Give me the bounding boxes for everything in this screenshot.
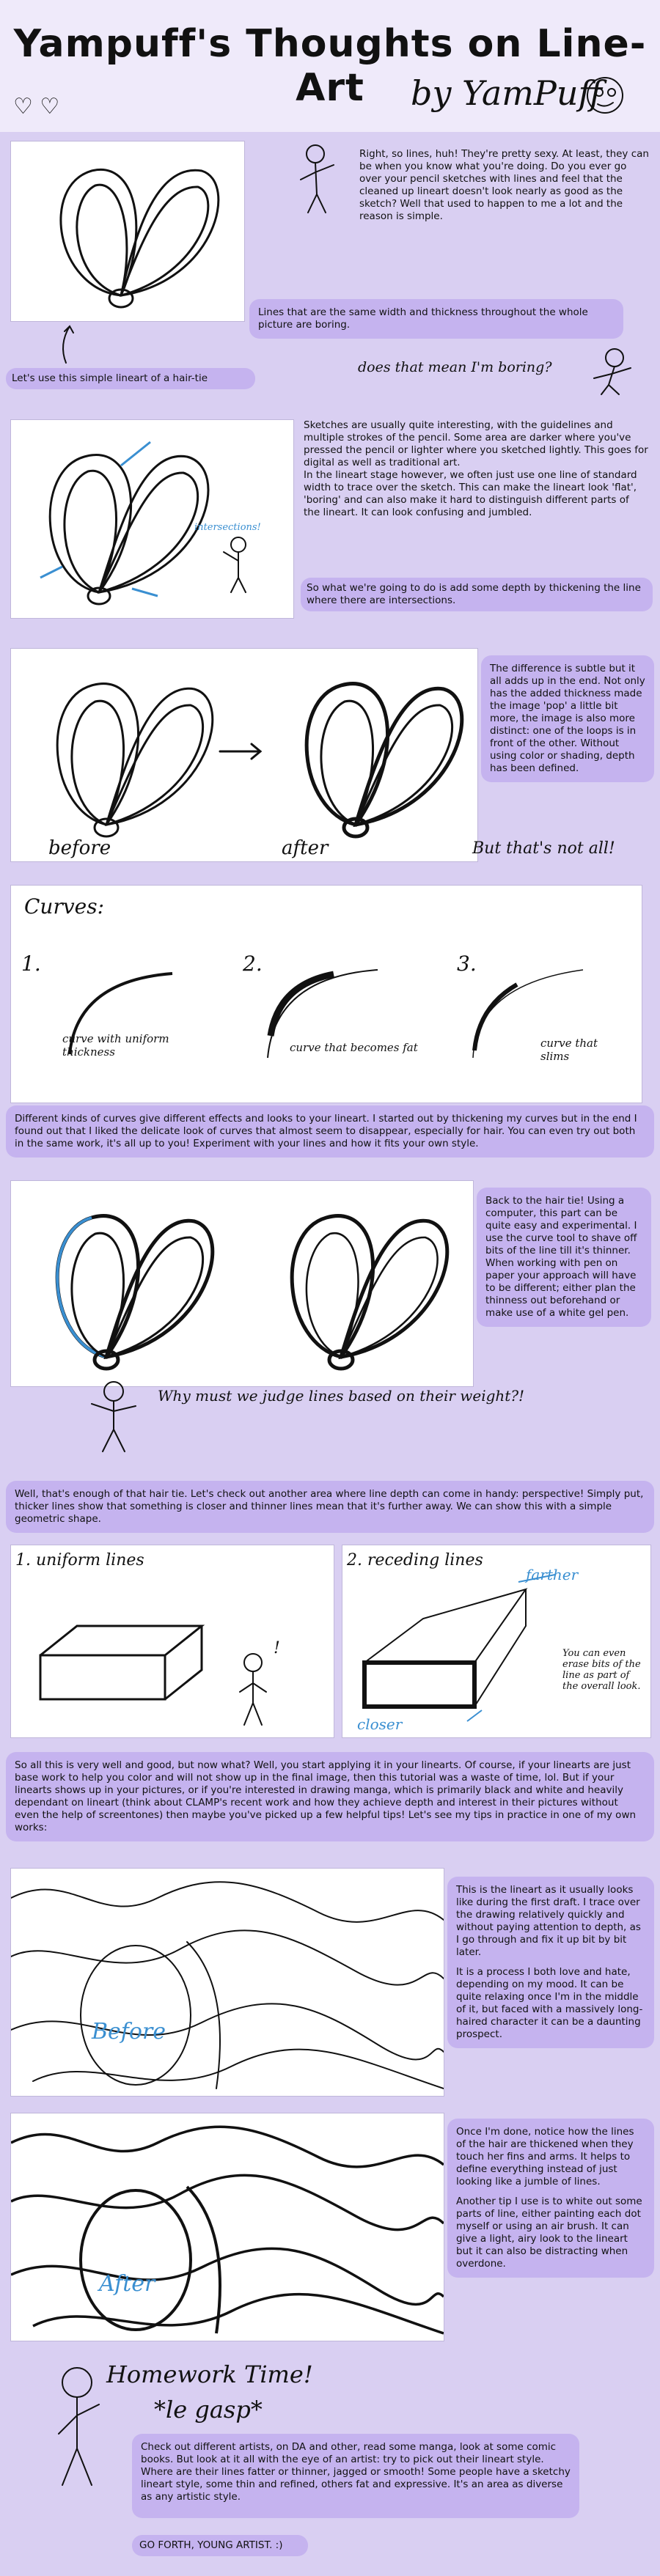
- curve-num-2: 2.: [243, 952, 263, 976]
- curves-heading: Curves:: [24, 894, 105, 919]
- curves-panel: [10, 885, 642, 1103]
- exclaim-mark: !: [274, 1639, 280, 1657]
- after-hairtie: [260, 649, 480, 861]
- after-label: after: [282, 837, 329, 859]
- closer-label: closer: [357, 1715, 403, 1733]
- white-out-text: Another tip I use is to white out some parts of line, either painting each dot myself or using an air brush. It can give a light, airy look to the lineart but it can also be distracting when overdone.: [456, 2196, 642, 2270]
- before-after-panel: [10, 648, 478, 862]
- curve-num-3: 3.: [457, 952, 477, 976]
- stick-figure-2: [557, 345, 638, 396]
- intersections-label: intersections!: [194, 522, 261, 533]
- after-artwork: [11, 2113, 444, 2341]
- author-face-icon: [579, 73, 631, 117]
- intro-text: Right, so lines, huh! They're pretty sexy. At least, they can be when you know what you're doing. Do you ever go over your pencil sketches with lines and feel that the cleaned up lineart doesn't look nearly as good as the sketch? Well that used to happen to me a lot and the reason is simple.: [359, 148, 649, 222]
- difference-note: The difference is subtle but it all adds up in the end. Not only has the added thickness made the image 'pop' a little bit more, the image is also more distinct: one of the loops is in front of the other. Without using color or shading, depth has been defined.: [481, 655, 654, 782]
- before-art-label: Before: [92, 2019, 166, 2045]
- depth-bubble: So what we're going to do is add some depth by thickening the line where there are intersections.: [301, 578, 653, 611]
- curve-fat: [260, 963, 392, 1072]
- gasp-label: *le gasp*: [154, 2396, 263, 2424]
- hearts-doodle: ♡ ♡: [13, 94, 60, 119]
- hairtie-sketch: [11, 420, 293, 618]
- homework-text: Check out different artists, on DA and other, read some manga, look at some comic books. But look at it all with the eye of an artist: try to pick out their lineart style. Where are their lines fatter or thinner, jagged or smooth! Some people have a sketchy lineart style, some thin and refined, others fat and expressive. It's an area as diverse as any artistic style.: [141, 2441, 571, 2503]
- curve-label-1: curve with uniform thickness: [62, 1032, 169, 1059]
- receding-box: [342, 1545, 650, 1737]
- receding-box-panel: [342, 1545, 651, 1738]
- lines-note-bubble: Lines that are the same width and thickness throughout the whole picture are boring.: [249, 299, 623, 339]
- before-label: before: [48, 837, 111, 859]
- hairtie-blue-edit: [11, 1181, 231, 1386]
- hairtie-panel-1: [10, 141, 245, 322]
- receding-label: 2. receding lines: [347, 1551, 483, 1569]
- perspective-caption: Well, that's enough of that hair tie. Let's check out another area where line depth can come in handy: perspective! Simply put, thicker lines show that something is closer and thinner lines mean that it's further away. We can show this with a simple geometric shape.: [6, 1481, 654, 1533]
- hairtie-compare-panel: [10, 1180, 474, 1387]
- uniform-box: [11, 1545, 334, 1737]
- not-all-label: But that's not all!: [472, 839, 615, 858]
- homework-title: Homework Time!: [106, 2360, 313, 2388]
- before-hairtie: [11, 649, 231, 861]
- curve-label-3: curve that slims: [540, 1037, 598, 1063]
- practice-caption: So all this is very well and good, but now what? Well, you start applying it in your linearts. Of course, if your linearts are just base work to help you color and will not show up in the final image, then this tutorial was a waste of time, lol. But if your linearts shows up in your pictures, or if you're interested in drawing manga, which is primarily black and white and heavily dependant on lineart (think about CLAMP's recent work and how they achieve depth and interest in their pictures without even the help of screentones) then maybe you've picked up a few helpful tips! Let's see my tips in practice in one of my own works:: [6, 1752, 654, 1841]
- hairtie-refined: [246, 1181, 466, 1386]
- page-title: Yampuff's Thoughts on Line-Art: [13, 22, 647, 110]
- curve-num-1: 1.: [21, 952, 41, 976]
- first-draft-text: This is the lineart as it usually looks like during the first draft. I trace over the drawing relatively quickly and without paying attention to depth, as I go through and fix it up bit by bit later.: [456, 1884, 641, 1958]
- byline: by YamPuff: [411, 73, 603, 113]
- pointer-arrow: [51, 323, 81, 367]
- uniform-label: 1. uniform lines: [15, 1551, 144, 1569]
- uniform-box-panel: [10, 1545, 334, 1738]
- boring-quote: does that mean I'm boring?: [358, 359, 552, 375]
- first-draft-note: [447, 1877, 654, 2048]
- after-artwork-panel: [10, 2113, 444, 2341]
- farther-label: farther: [526, 1566, 579, 1583]
- sketch-para-2: In the lineart stage however, we often just use one line of standard width to trace over the sketch. This can make the lineart look 'flat', 'boring' and can also make it hard to distinguish different parts of the lineart. It can look confusing and jumbled.: [304, 469, 637, 518]
- hairtie-drawing: [11, 141, 244, 321]
- process-text: It is a process I both love and hate, depending on my mood. It can be quite relaxing once I'm in the middle of it, but faced with a massively long-haired character it can be a daunting prospect.: [456, 1966, 643, 2040]
- after-art-label: After: [99, 2271, 155, 2297]
- weight-quote: Why must we judge lines based on their weight?!: [158, 1387, 525, 1405]
- homework-bubble: [132, 2434, 579, 2518]
- thickened-text: Once I'm done, notice how the lines of the hair are thickened when they touch her fins and arms. It helps to define everything instead of just looking like a jumble of lines.: [456, 2126, 634, 2187]
- hairtie-caption: Let's use this simple lineart of a hair-tie: [6, 368, 255, 389]
- stick-figure-1: [293, 139, 352, 220]
- before-artwork: [11, 1869, 444, 2096]
- hairtie-tip-note: Back to the hair tie! Using a computer, this part can be quite easy and experimental. I use the curve tool to shave off bits of the line till it's thinner. When working with pen on paper your approach will have to be different; either plan the thinness out beforehand or make use of a white gel pen.: [477, 1188, 651, 1327]
- before-artwork-panel: [10, 1868, 444, 2097]
- curves-caption: Different kinds of curves give different effects and looks to your lineart. I started out by thickening my curves but in the end I found out that I liked the delicate look of curves that almost seem to disappear, especially for hair. You can even try out both in the same work, it's all up to you! Experiment with your lines and how it fits your own style.: [6, 1105, 654, 1158]
- stick-figure-3: [73, 1378, 147, 1459]
- header: [0, 0, 660, 132]
- sketch-para-1: Sketches are usually quite interesting, with the guidelines and multiple strokes of the pencil. Some area are darker where you've pressed the pencil or lighter where you sketched lightly. This goes for digital as well as traditional art.: [304, 419, 648, 468]
- signoff-bubble: GO FORTH, YOUNG ARTIST. :): [132, 2535, 308, 2556]
- erase-note: You can even erase bits of the line as part of the overall look.: [562, 1648, 641, 1692]
- curve-label-2: curve that becomes fat: [290, 1041, 418, 1054]
- hairtie-panel-2: [10, 419, 294, 619]
- refined-note: [447, 2119, 654, 2278]
